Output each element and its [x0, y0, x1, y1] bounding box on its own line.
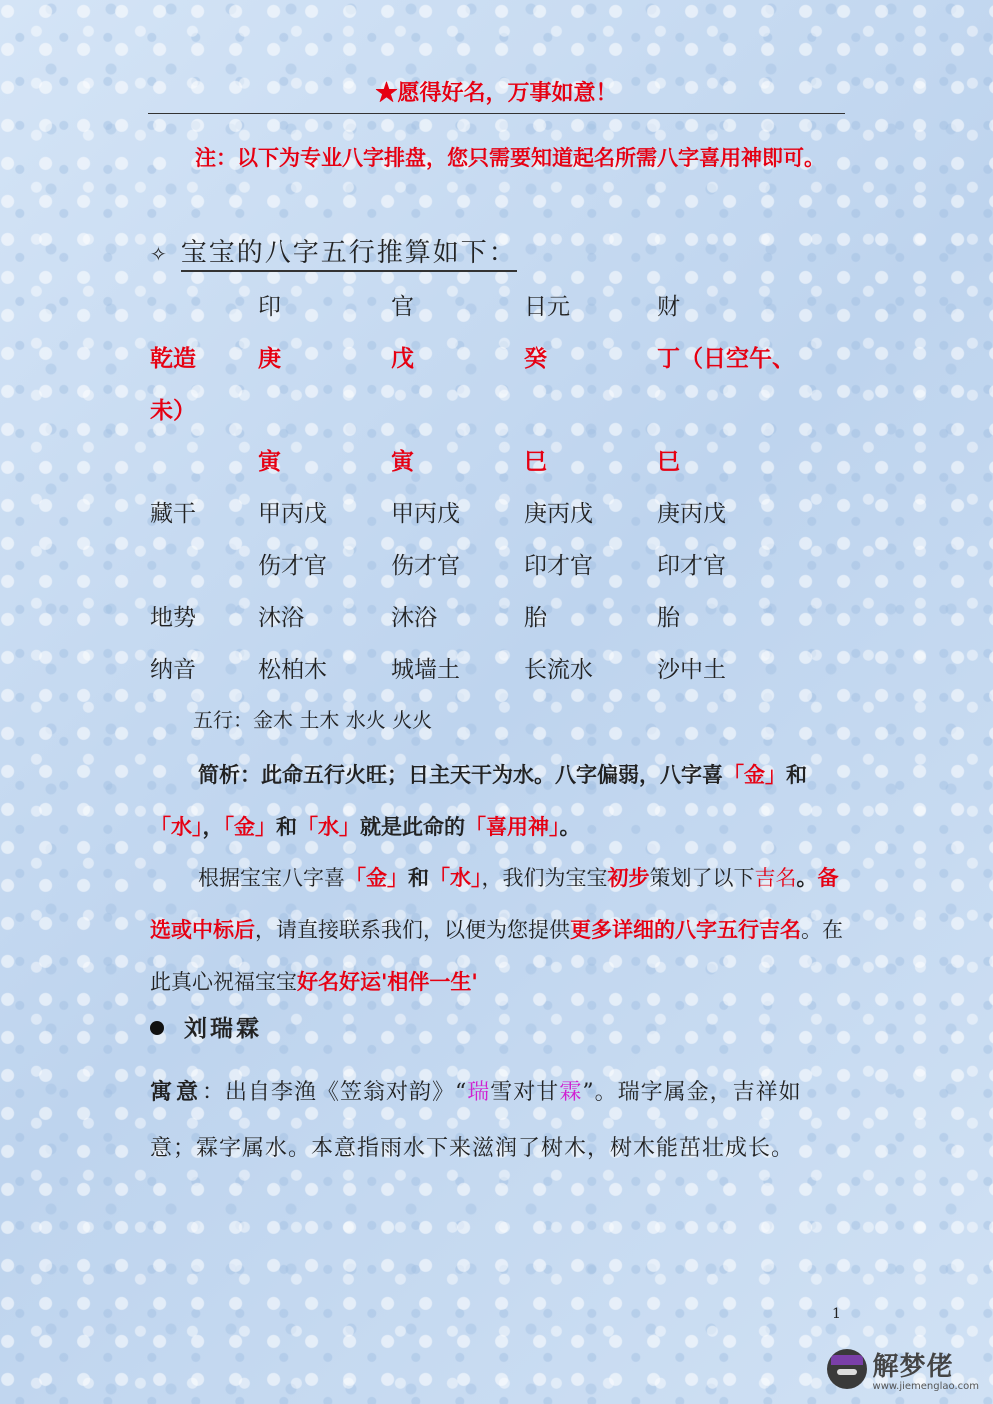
stem-day: 癸 [524, 345, 547, 372]
section-title: 宝宝的八字五行推算如下： [181, 238, 517, 272]
header-cai: 财 [657, 294, 680, 320]
nayin-cell: 沙中土 [657, 657, 726, 683]
highlight-lin: 霖 [559, 1080, 583, 1105]
para-text: 和 [408, 866, 429, 890]
keyword-haoming: 好名好运'相伴一生' [297, 970, 478, 994]
branch-year: 寅 [258, 448, 281, 475]
canggan-cell: 甲丙戊 [258, 501, 327, 527]
canggan-label: 藏干 [150, 501, 196, 527]
header-guan: 官 [391, 294, 414, 320]
keyword-jin: 「金」 [223, 815, 276, 839]
keyword-xiyongshen: 「喜用神」 [465, 815, 560, 839]
keyword-chubu: 初步 [607, 866, 650, 890]
keyword-shui: 「水」 [297, 815, 360, 839]
keyword-beixuan: 备选或中标后 [150, 866, 839, 942]
baby-name: 刘瑞霖 [184, 1015, 262, 1042]
shishen-cell: 伤才官 [258, 553, 327, 579]
branch-day: 巳 [524, 448, 547, 475]
nayin-cell: 长流水 [524, 657, 593, 683]
header-riyuan: 日元 [524, 294, 570, 320]
analysis-paragraph [150, 749, 845, 853]
meaning-text: 雪对甘 [490, 1080, 560, 1105]
analysis-text: 和 [786, 763, 807, 787]
para-text: ，我们为宝宝 [481, 866, 608, 890]
stem-hour-cont: 未） [150, 397, 196, 424]
shishen-cell: 伤才官 [391, 553, 460, 579]
highlight-rui: 瑞 [467, 1080, 491, 1105]
dishi-label: 地势 [150, 605, 196, 631]
slogan: ★愿得好名，万事如意！ [375, 80, 618, 106]
para-text: 。 [796, 866, 818, 890]
qianzao-label: 乾造 [150, 345, 196, 372]
meaning-paragraph [150, 1064, 840, 1177]
wuxing-summary: 五行：金木 土木 水火 火火 [193, 708, 433, 732]
dishi-cell: 沐浴 [258, 605, 304, 631]
analysis-text: ， [202, 815, 224, 839]
analysis-text: 就是此命的 [360, 815, 465, 839]
watermark-text: 解梦佬 [872, 1352, 954, 1382]
watermark-logo-icon [827, 1349, 867, 1389]
shishen-cell: 印才官 [524, 553, 593, 579]
note: 注：以下为专业八字排盘，您只需要知道起名所需八字喜用神即可。 [195, 146, 825, 170]
canggan-cell: 庚丙戊 [524, 501, 593, 527]
dishi-cell: 沐浴 [391, 605, 437, 631]
branch-month: 寅 [391, 448, 414, 475]
nayin-cell: 城墙土 [391, 657, 460, 683]
intro-paragraph [150, 852, 845, 1008]
meaning-text: 出自李渔《笠翁对韵》“ [225, 1080, 468, 1105]
keyword-gengduo: 更多详细的八字五行吉名 [570, 918, 801, 942]
branch-hour: 巳 [657, 448, 680, 475]
keyword-shui: 「水」 [150, 815, 203, 839]
canggan-cell: 庚丙戊 [657, 501, 726, 527]
keyword-jin: 「金」 [345, 866, 408, 890]
keyword-jiming: 吉名 [754, 866, 797, 890]
keyword-shui: 「水」 [429, 866, 482, 890]
para-text: 策划了以下 [649, 866, 755, 890]
meaning-label: 寓意 [150, 1079, 203, 1105]
watermark-url: www.jiemenglao.com [872, 1381, 979, 1392]
section-heading [150, 232, 517, 269]
diamond-icon: ✧ [150, 242, 169, 266]
watermark [827, 1346, 979, 1392]
page-number: 1 [832, 1306, 841, 1322]
stem-year: 庚 [258, 345, 281, 372]
dishi-cell: 胎 [657, 605, 680, 631]
stem-month: 戊 [391, 345, 414, 372]
meaning-text: ”。瑞字属金，吉祥如意；霖字属水。本意指雨水下来滋润了树木，树木能茁壮成长。 [150, 1080, 802, 1161]
bullet-icon [150, 1021, 164, 1035]
nayin-label: 纳音 [150, 657, 196, 683]
para-text: ，请直接联系我们，以便为您提供 [255, 918, 570, 942]
divider [148, 113, 845, 114]
analysis-text: 和 [276, 815, 297, 839]
header-yin: 印 [258, 294, 281, 320]
nayin-cell: 松柏木 [258, 657, 327, 683]
para-text: 根据宝宝八字喜 [198, 866, 345, 890]
dishi-cell: 胎 [524, 605, 547, 631]
meaning-text: ： [202, 1080, 226, 1105]
analysis-text: 简析：此命五行火旺；日主天干为水。八字偏弱，八字喜 [198, 763, 723, 787]
shishen-cell: 印才官 [657, 553, 726, 579]
keyword-jin: 「金」 [723, 763, 786, 787]
name-entry [150, 1010, 262, 1043]
stem-hour: 丁（日空午、 [657, 345, 795, 372]
canggan-cell: 甲丙戊 [391, 501, 460, 527]
para-text: 。在此真心祝福宝宝 [150, 918, 843, 994]
analysis-text: 。 [559, 815, 581, 839]
